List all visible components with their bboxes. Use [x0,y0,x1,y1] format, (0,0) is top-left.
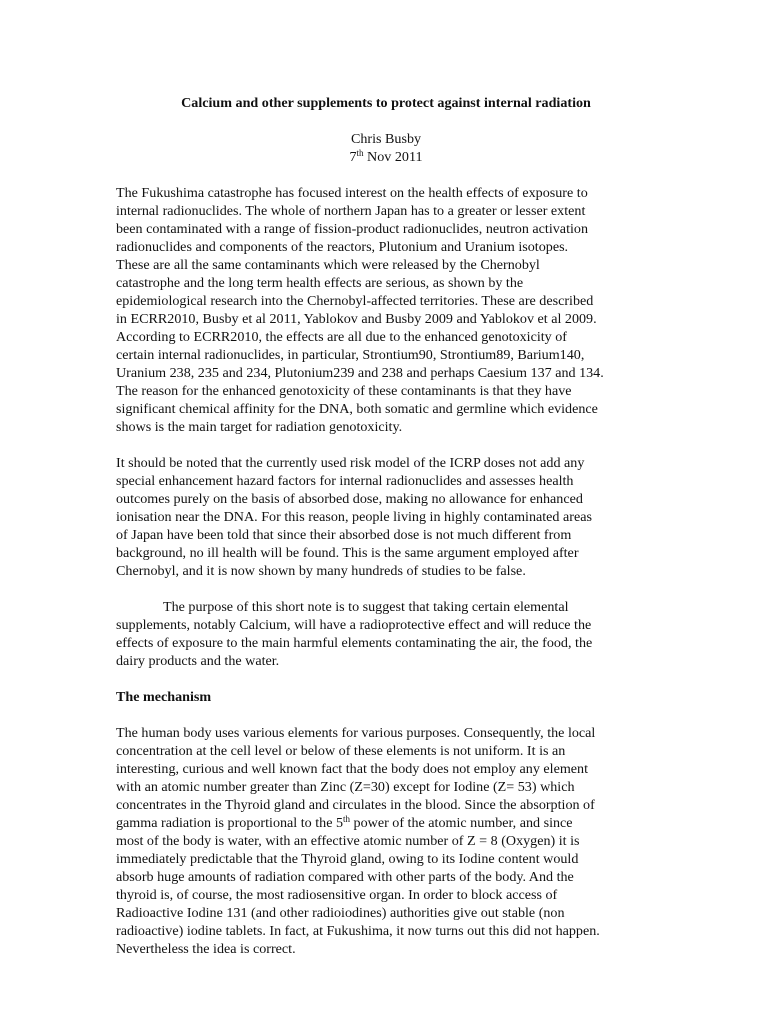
text-line: According to ECRR2010, the effects are all due to the enhanced genotoxicity of [116,329,567,345]
text-line: concentration at the cell level or below of these elements is not uniform. It is an [116,743,566,759]
text-line: outcomes purely on the basis of absorbed dose, making no allowance for enhanced [116,491,583,507]
text-line: internal radionuclides. The whole of northern Japan has to a greater or lesser extent [116,203,586,219]
paragraph-purpose [116,598,656,670]
text-line: most of the body is water, with an effective atomic number of Z = 8 (Oxygen) it is [116,833,580,849]
text-line: significant chemical affinity for the DNA, both somatic and germline which evidence [116,401,598,417]
text-line: certain internal radionuclides, in particular, Strontium90, Strontium89, Barium140, [116,347,585,363]
text-line: concentrates in the Thyroid gland and circulates in the blood. Since the absorption of [116,797,595,813]
date-rest: Nov 2011 [363,149,423,165]
text-line: background, no ill health will be found. This is the same argument employed after [116,545,579,561]
text-line: ionisation near the DNA. For this reason, people living in highly contaminated areas [116,509,592,525]
text-line: been contaminated with a range of fission-product radionuclides, neutron activation [116,221,588,237]
paragraph-intro [116,184,656,436]
text-line: Uranium 238, 235 and 234, Plutonium239 and 238 and perhaps Caesium 137 and 134. [116,365,604,381]
date-ordinal: th [356,148,364,158]
text-line: absorb huge amounts of radiation compared with other parts of the body. And the [116,869,574,885]
text-line: thyroid is, of course, the most radiosensitive organ. In order to block access of [116,887,558,903]
date-day: 7 [349,149,357,165]
text-line: radionuclides and components of the reactors, Plutonium and Uranium isotopes. [116,239,569,255]
text-line: The human body uses various elements for various purposes. Consequently, the local [116,725,596,741]
document-author: Chris Busby [350,131,422,147]
text-line: with an atomic number greater than Zinc (Z=30) except for Iodine (Z= 53) which [116,779,575,795]
paragraph-mechanism [116,724,656,958]
text-line: The reason for the enhanced genotoxicity of these contaminants is that they have [116,383,572,399]
text-line: These are all the same contaminants which were released by the Chernobyl [116,257,540,273]
text-line: immediately predictable that the Thyroid gland, owing to its Iodine content would [116,851,579,867]
line-segment: gamma radiation is proportional to the 5 [116,815,344,831]
text-line: catastrophe and the long term health effects are serious, as shown by the [116,275,524,291]
text-line-with-superscript [116,814,656,832]
document-page [116,94,656,958]
text-line: Radioactive Iodine 131 (and other radioiodines) authorities give out stable (non [116,905,565,921]
text-line: It should be noted that the currently used risk model of the ICRP doses not add any [116,455,585,471]
text-line: effects of exposure to the main harmful elements contaminating the air, the food, the [116,635,593,651]
text-line: special enhancement hazard factors for internal radionuclides and assesses health [116,473,574,489]
section-heading: The mechanism [116,689,212,705]
text-line: interesting, curious and well known fact that the body does not employ any element [116,761,589,777]
text-line: of Japan have been told that since their absorbed dose is not much different from [116,527,572,543]
text-line: Chernobyl, and it is now shown by many hundreds of studies to be false. [116,563,526,579]
text-line: Nevertheless the idea is correct. [116,941,296,957]
text-line: dairy products and the water. [116,653,280,669]
document-title: Calcium and other supplements to protect against internal radiation [181,95,591,111]
text-line: radioactive) iodine tablets. In fact, at Fukushima, it now turns out this did not happen. [116,923,600,939]
text-line: epidemiological research into the Chernobyl-affected territories. These are described [116,293,594,309]
document-date [116,148,656,166]
paragraph-icrp [116,454,656,580]
text-line: shows is the main target for radiation genotoxicity. [116,419,403,435]
text-line: The Fukushima catastrophe has focused interest on the health effects of exposure to [116,185,588,201]
text-line: supplements, notably Calcium, will have a radioprotective effect and will reduce the [116,617,592,633]
line-segment: power of the atomic number, and since [350,815,573,831]
text-line: in ECRR2010, Busby et al 2011, Yablokov and Busby 2009 and Yablokov et al 2009. [116,311,597,327]
text-line: The purpose of this short note is to suggest that taking certain elemental [163,599,569,615]
superscript: th [343,814,351,824]
